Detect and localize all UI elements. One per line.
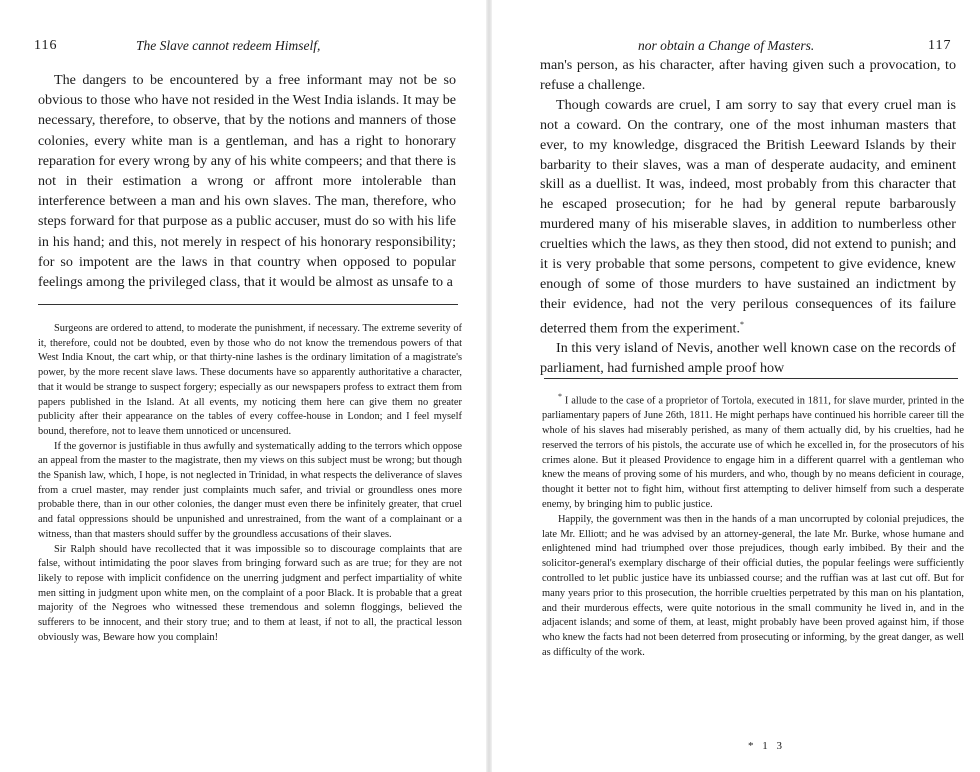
left-footnote-paragraph: Sir Ralph should have recollected that it was impossible so to discourage complaints that are false, without intimidating the poor slaves from bringing forward such as are true; for they are not likely to repose with implicit confidence on the unerring judgment and perfect impartiality of white men sitting in judgment upon white men, on the complaint of a poor Black. It is probable that a great majority of the Negroes who witnessed these tremendous and solemn floggings, believed the sufferers to be innocent, and their story true; and to them at least, if not to all, the practical lesson obviously was, Beware how you complain! [38, 543, 462, 643]
right-footnote-paragraph: * I allude to the case of a proprietor of Tortola, executed in 1811, for slave murder, printed in the parliamentary papers of June 26th, 1811. He might perhaps have continued his horrible career till the whole of his slaves had miserably perished, as many of them actually did, by his cruelties, had he reserved the terrors of his pistols, the accurate use of which he excelled in, for the prosecutors of his crimes alone. But it pleased Providence to engage him in a different quarrel with a gentleman who knew the means of proving some of his murders, and who, though by no means deficient in courage, thought it better not to fight him, without first attempting to deliver himself from such a desperate enemy, by bringing him to public justice. [542, 392, 964, 511]
left-running-head: The Slave cannot redeem Himself, [136, 38, 321, 53]
right-running-head: nor obtain a Change of Masters. [638, 38, 815, 53]
right-body-text [540, 56, 956, 379]
left-paragraph: The dangers to be encountered by a free informant may not be so obvious to those who have not resided in the West India islands. It may be necessary, therefore, to observe, that by the notions and manners of those colonies, every white man is a gentleman, and has a right to honorary reparation for every wrong by any of his white compeers; and that there is not in their estimation a wrong or affront more intolerable than interference between a man and his own slaves. The man, therefore, who steps forward for that purpose as a public accuser, must do so with his life in his hand; and this, not merely in respect of his honorary responsibility; for so impotent are the laws in that country when opposed to popular feelings among the privileged class, that it would be almost as unsafe to a [38, 72, 456, 291]
left-body-text [38, 70, 456, 292]
right-page-number: 117 [928, 38, 952, 53]
right-page [490, 0, 980, 772]
right-footnote-paragraph: Happily, the government was then in the hands of a man uncorrupted by colonial prejudices, the late Mr. Elliott; and he was advised by an attorney-general, the late Mr. Burke, whose humane and enlightened mind had triumphed over those prejudices, though early imbibed. By their and the solicitor-general's exemplary discharge of their official duties, the popular feelings were sufficiently controlled to let public justice have its unbiassed course; and the ruffian was at last cut off. But for many years prior to this prosecution, the horrible cruelties perpetrated by this man on his plantation, and their murderous effects, were quite notorious in the small community he lived in, and in the adjacent islands; and some of them, at least, might probably have been proved against him, if those who knew the facts had not been deterred from prosecuting or informing, by the great danger, as well as difficulty of the work. [542, 513, 964, 659]
left-page-number: 116 [34, 38, 58, 53]
left-footnote-paragraph: Surgeons are ordered to attend, to moderate the punishment, if necessary. The extreme severity of it, therefore, could not be doubted, even by those who do not know the tremendous powers of that West India Knout, the cart whip, or that thirty-nine lashes is the ordinary limitation of a magistrate's power, by the more recent slave laws. These documents have so apparently authoritative a character, that it would be strange to suspect forgery; especially as our newspapers profess to extract them from papers published in the Island. At all events, my noticing them here can give them no greater publicity after their appearance on the tables of every coffee-house in London; and I feel myself bound, therefore, not to leave them unnoticed or uncensured. [38, 323, 462, 437]
left-page [0, 0, 488, 772]
left-footnote-paragraph: If the governor is justifiable in thus awfully and systematically adding to the terrors which oppose an appeal from the master to the magistrate, then my views on this subject must be wrong; but though the Spanish law, which, I hope, is not neglected in Trinidad, in what respects the deliverance of slaves from a cruel master, may render just complaints much safer, and trivial or groundless ones more probable there, than in our other colonies, the danger must even there be infinitely greater, that cruel and fatal oppressions should be unpunished and unrestrained, from the want of a complainant or a witness, than that masters should suffer by the groundless accusations of their slaves. [38, 440, 462, 540]
footnote-marker: * [739, 319, 744, 329]
right-paragraph: Though cowards are cruel, I am sorry to say that every cruel man is not a coward. On the contrary, one of the most inhuman masters that ever, to my knowledge, disgraced the British Leeward Islands by their barbarity to their slaves, was a man of desperate audacity, and eminent skill as a duellist. It was, indeed, most probably from this character that he escaped prosecution; for he had by general repute barbarously murdered many of his miserable slaves, in addition to numberless other cruelties which the laws, as they then stood, did not extend to punish; and it is very probable that some persons, competent to give evidence, knew enough of some of those murders to have sustained an indictment by their evidence, had not the very perilous consequences of its failure deterred them from the experiment.* [540, 96, 956, 337]
right-paragraph: man's person, as his character, after having given such a provocation, to refuse a challenge. [540, 57, 956, 93]
footnote-rule [544, 378, 958, 379]
right-paragraph: In this very island of Nevis, another well known case on the records of parliament, had furnished ample proof how [540, 340, 956, 377]
left-footnotes [38, 322, 462, 645]
right-footnotes [542, 390, 964, 661]
signature-mark: * 1 3 [748, 740, 785, 752]
footnote-rule [38, 304, 458, 305]
